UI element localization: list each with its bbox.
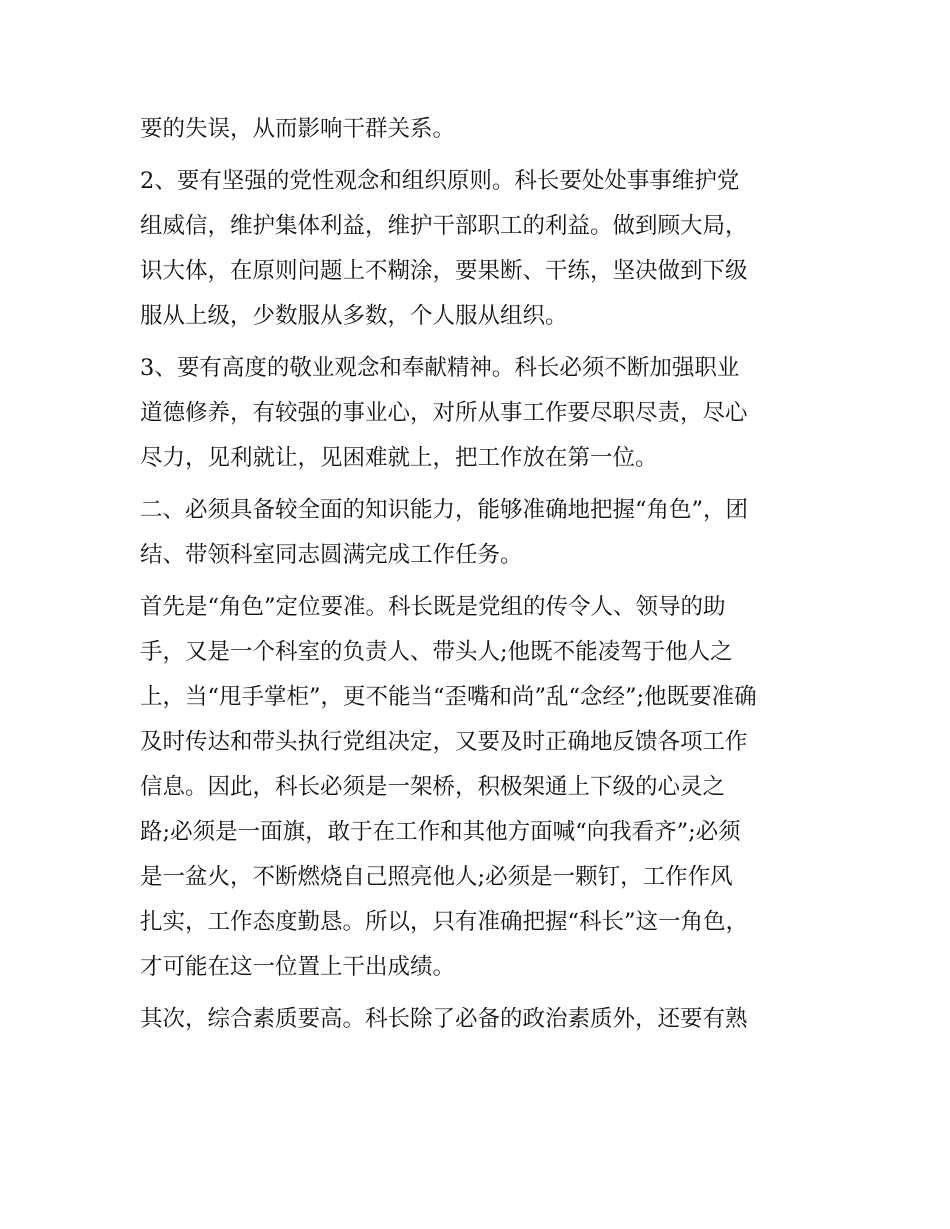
text-line: 2、要有坚强的党性观念和组织原则。科长要处处事事维护党 [140, 168, 740, 194]
text-line: 要的失误，从而影响干群关系。 [140, 116, 456, 142]
document-body [140, 107, 820, 1042]
text-line: 及时传达和带头执行党组决定，又要及时正确地反馈各项工作 [140, 729, 748, 755]
paragraph [140, 159, 820, 339]
text-line: 才可能在这一位置上干出成绩。 [140, 954, 456, 980]
text-line: 是一盆火，不断燃烧自己照亮他人;必须是一颗钉，工作作风 [140, 864, 733, 890]
paragraph [140, 107, 820, 152]
paragraph [140, 585, 820, 990]
paragraph [140, 997, 820, 1042]
text-line: 路;必须是一面旗，敢于在工作和其他方面喊“向我看齐”;必须 [140, 819, 741, 845]
text-line: 结、带领科室同志圆满完成工作任务。 [140, 542, 523, 568]
text-line: 其次，综合素质要高。科长除了必备的政治素质外，还要有熟 [140, 1006, 748, 1032]
text-line: 识大体，在原则问题上不糊涂，要果断、干练，坚决做到下级 [140, 258, 748, 284]
text-line: 手，又是一个科室的负责人、带头人;他既不能凌驾于他人之 [140, 639, 733, 665]
text-line: 二、必须具备较全面的知识能力，能够准确地把握“角色”，团 [140, 497, 749, 523]
text-line: 首先是“角色”定位要准。科长既是党组的传令人、领导的助 [140, 594, 726, 620]
text-line: 信息。因此，科长必须是一架桥，积极架通上下级的心灵之 [140, 774, 726, 800]
paragraph [140, 346, 820, 481]
text-line: 尽力，见利就让，见困难就上，把工作放在第一位。 [140, 445, 658, 471]
text-line: 道德修养，有较强的事业心，对所从事工作要尽职尽责，尽心 [140, 400, 748, 426]
text-line: 服从上级，少数服从多数，个人服从组织。 [140, 303, 568, 329]
text-line: 扎实，工作态度勤恳。所以，只有准确把握“科长”这一角色， [140, 909, 749, 935]
text-line: 3、要有高度的敬业观念和奉献精神。科长必须不断加强职业 [140, 355, 740, 381]
text-line: 上，当“甩手掌柜”，更不能当“歪嘴和尚”乱“念经”;他既要准确 [140, 684, 757, 710]
paragraph [140, 488, 820, 578]
text-line: 组威信，维护集体利益，维护干部职工的利益。做到顾大局， [140, 213, 748, 239]
